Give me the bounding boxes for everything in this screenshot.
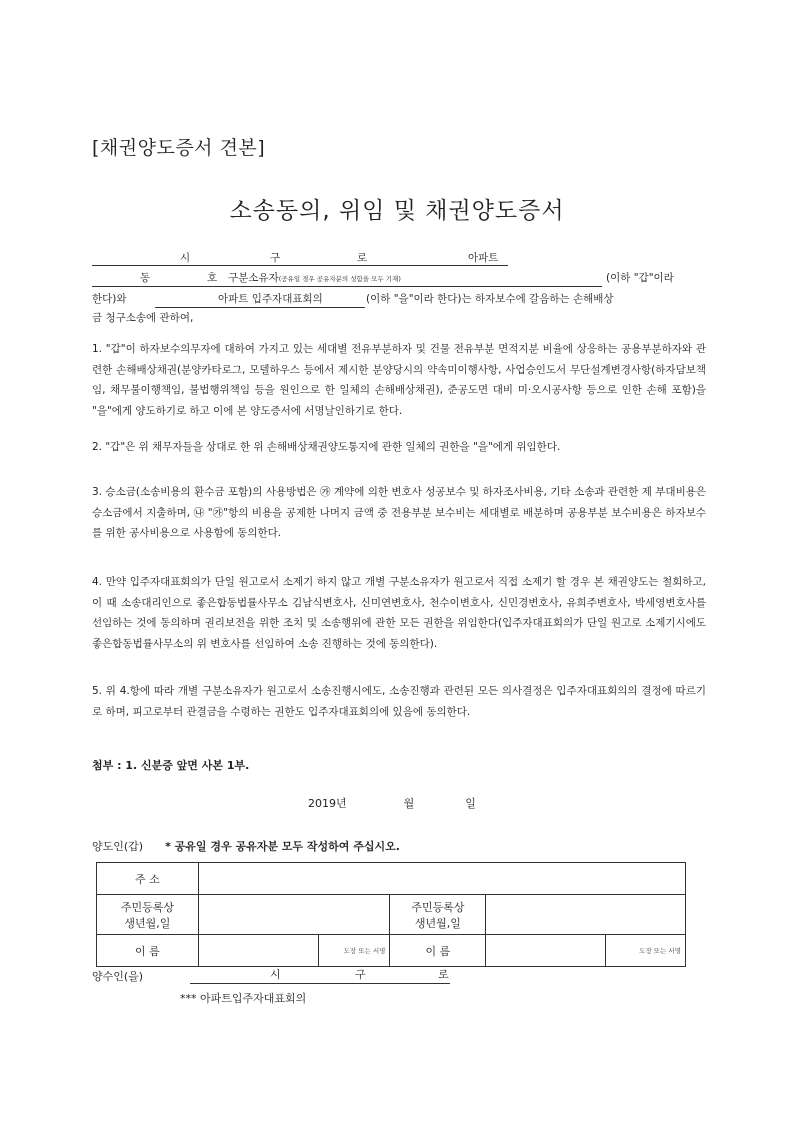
gap-a-definition: (이하 "갑"이라 — [606, 272, 674, 284]
clause-3-text: 3. 승소금(소송비용의 환수금 포함)의 사용방법은 ㉮ 계약에 의한 변호사 성공보수 및 하자조사비용, 기타 소송과 관련한 제 부대비용은 승소금에서 지출하며, ㉯ "㉮"항의 비용을 공제한 나머지 금액 중 전용부분 보수비는 세대별로 배분하며 공용부분 보수비용은 하자보수를 위한 공사비용으로 사용함에 동의한다. — [92, 486, 706, 539]
address-si: 시 — [180, 252, 191, 264]
clause-4-text: 4. 만약 입주자대표회의가 단일 원고로서 소제기 하지 않고 개별 구분소유자가 원고로서 직접 소제기 할 경우 본 채권양도는 철회하고, 이 때 소송대리인으로 좋은합동법률사무소 김남식변호사, 신미연변호사, 천수이변호사, 신민경변호사, 유희주변호사, 박세영변호사를 선임하는 것에 동의하며 권리보전을 위한 조치 및 소송행위에 관한 모든 권한을 위임한다(입주자대표회의가 단일 원고로 소제기시에도 좋은합동법률사무소의 위 변호사를 선임하여 소송 진행하는 것에 동의한다). — [92, 576, 706, 650]
address-gu: 구 — [270, 252, 281, 264]
clause-5-text: 5. 위 4.항에 따라 개별 구분소유자가 원고로서 소송진행시에도, 소송진행과 관련된 모든 의사결정은 입주자대표회의의 결정에 따르기로 하며, 피고로부터 관결금을 수령하는 권한도 입주자대표회의에 있음에 동의한다. — [92, 685, 706, 718]
intro-rest: (이하 "을"이라 한다)는 하자보수에 갈음하는 손해배상 — [366, 293, 614, 305]
resident-label-line1: 주민등록상 — [120, 900, 174, 914]
address-label: 주 소 — [97, 863, 199, 895]
resident-label — [97, 895, 199, 935]
attachment-note: 첨부 : 1. 신분증 앞면 사본 1부. — [92, 759, 250, 772]
assignor-note: * 공유일 경우 공유자분 모두 작성하여 주십시오. — [165, 840, 400, 853]
assignor-form — [96, 862, 686, 967]
date-year: 2019년 — [308, 797, 347, 810]
assignee-underline — [190, 983, 450, 984]
address-apt: 아파트 — [468, 252, 499, 264]
date-month: 월 — [403, 797, 415, 810]
owner-label — [228, 270, 401, 287]
clause-1 — [92, 339, 706, 421]
address-ro: 로 — [357, 252, 368, 264]
stamp-note: 도장 또는 서명 — [318, 935, 390, 967]
clause-5 — [92, 681, 706, 722]
date-day: 일 — [465, 797, 476, 810]
intro-prefix: 한다)와 — [92, 293, 127, 305]
stamp-note-2: 도장 또는 서명 — [606, 935, 686, 967]
resident-field[interactable] — [198, 895, 390, 935]
sample-title: [채권양도증서 견본] — [92, 137, 266, 159]
resident-field-2[interactable] — [486, 895, 686, 935]
resident-label-2-line1: 주민등록상 — [411, 900, 465, 914]
assignor-line — [92, 838, 400, 854]
clause-1-text: 1. "갑"이 하자보수의무자에 대하여 가지고 있는 세대별 전유부분하자 및 건물 전유부분 면적지분 비율에 상응하는 공용부분하자와 관련한 손해배상채권(분양카타로그, 모델하우스 등에서 제시한 분양당시의 약속미이행사항, 사업승인도서 무단설계변경사항(하자담보책임, 채무불이행책임, 불법행위책임 등을 원인으로 한 일체의 손해배상채권), 준공도면 대비 미·오시공사항 등으로 인한 손해 포함)을 "을"에게 양도하기로 하고 이에 본 양도증서에 서명날인하기로 한다. — [92, 343, 706, 417]
name-field-2[interactable] — [486, 935, 606, 967]
resident-label-2-line2: 생년월,일 — [414, 916, 461, 930]
clause-3 — [92, 482, 706, 544]
unit-dong: 동 — [140, 272, 151, 284]
name-field[interactable] — [198, 935, 318, 967]
assignee-line — [92, 968, 143, 984]
assignee-ro: 로 — [438, 968, 449, 981]
clause-4 — [92, 572, 706, 654]
document-title: 소송동의, 위임 및 채권양도증서 — [229, 198, 565, 224]
owner-label-text: 구분소유자 — [228, 272, 279, 284]
name-label: 이 름 — [97, 935, 199, 967]
resident-label-2 — [390, 895, 486, 935]
clause-2-text: 2. "갑"은 위 채무자들을 상대로 한 위 손해배상채권양도통지에 관한 일체의 권한을 "을"에게 위임한다. — [92, 441, 561, 453]
council-name: 아파트 입주자대표회의 — [218, 293, 323, 305]
unit-ho: 호 — [207, 272, 218, 284]
clause-2 — [92, 437, 706, 458]
address-field[interactable] — [198, 863, 685, 895]
assignee-gu: 구 — [355, 968, 366, 981]
assignee-label: 양수인(을) — [92, 970, 144, 983]
intro-line4: 금 청구소송에 관하여, — [92, 312, 194, 324]
name-label-2: 이 름 — [390, 935, 486, 967]
date-line — [308, 795, 476, 811]
owner-note: (공유일 경우 공유자분의 성함을 모두 기재) — [278, 275, 401, 283]
council-underline — [155, 307, 365, 308]
assignor-label: 양도인(갑) — [92, 840, 144, 853]
assignee-si: 시 — [270, 968, 281, 981]
address-underline — [92, 265, 508, 266]
resident-label-line2: 생년월,일 — [124, 916, 171, 930]
assignee-org: *** 아파트입주자대표회의 — [180, 992, 307, 1005]
